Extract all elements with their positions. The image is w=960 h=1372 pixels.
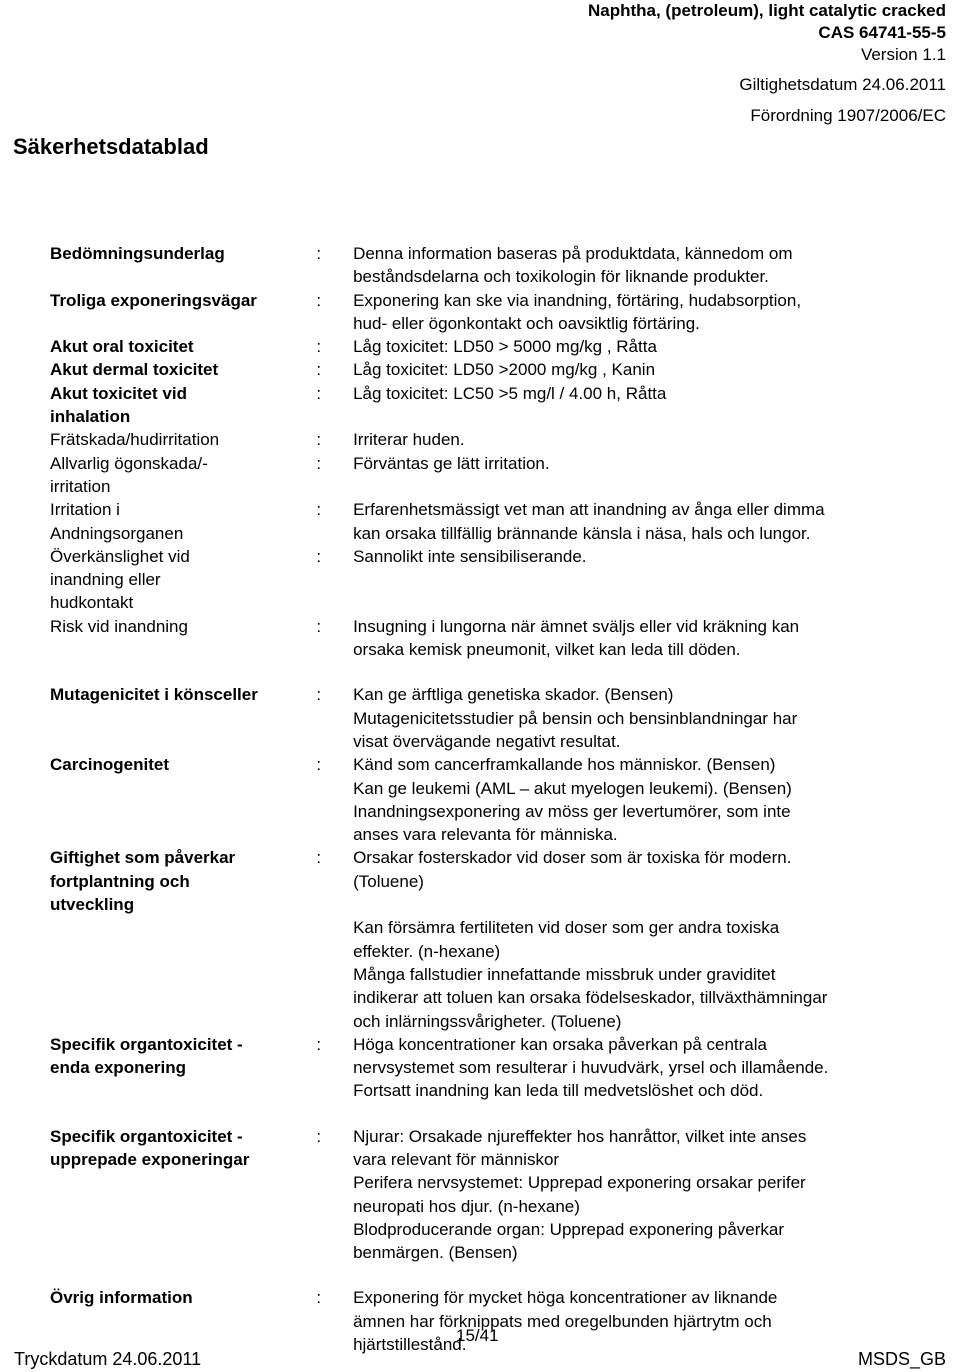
value-line: Fortsatt inandning kan leda till medvetslöshet och död. [353, 1081, 764, 1101]
row-spacer [50, 1264, 930, 1286]
row-colon: : [316, 360, 322, 380]
row-label: Troliga exponeringsvägar [50, 290, 257, 310]
table-row [50, 358, 930, 381]
row-label: Mutagenicitet i könsceller [50, 685, 258, 705]
row-value [353, 1033, 930, 1103]
row-label: Allvarlig ögonskada/- irritation [50, 453, 208, 496]
table-row [50, 498, 930, 545]
row-value [353, 1286, 930, 1356]
row-spacer [50, 1103, 930, 1125]
row-colon: : [316, 755, 322, 775]
table-row [50, 615, 930, 662]
row-colon: : [316, 685, 322, 705]
row-value [353, 545, 930, 615]
value-line: kan orsaka tillfällig brännande känsla i näsa, hals och lungor. [353, 523, 811, 543]
table-row [50, 382, 930, 429]
value-line: Låg toxicitet: LC50 >5 mg/l / 4.00 h, Råtta [353, 383, 667, 403]
value-line: Orsakar fosterskador vid doser som är toxiska för modern. [353, 848, 792, 868]
row-colon: : [316, 1126, 322, 1146]
table-row [50, 1125, 930, 1265]
value-line: Höga koncentrationer kan orsaka påverkan på centrala [353, 1034, 767, 1054]
row-value [353, 683, 930, 753]
value-line: Inandningsexponering av möss ger levertumörer, som inte [353, 801, 791, 821]
table-row [50, 846, 930, 1032]
value-line: hud- eller ögonkontakt och oavsiktlig förtäring. [353, 313, 700, 333]
row-value [353, 242, 930, 289]
document-code: MSDS_GB [857, 1349, 946, 1369]
value-line: Mutagenicitetsstudier på bensin och bensinblandningar har [353, 708, 798, 728]
print-date: Tryckdatum 24.06.2011 [14, 1349, 202, 1369]
toxicology-table [50, 242, 930, 1356]
table-row [50, 1033, 930, 1103]
row-label: Giftighet som påverkar fortplantning och utveckling [50, 848, 236, 915]
value-line: anses vara relevanta för människa. [353, 825, 618, 845]
row-colon: : [316, 453, 322, 473]
version: Version 1.1 [860, 45, 946, 64]
table-row [50, 289, 930, 336]
row-colon: : [316, 244, 322, 263]
row-label: Bedömningsunderlag [50, 244, 225, 263]
value-line: vara relevant för människor [353, 1149, 560, 1169]
row-label: Specifik organtoxicitet - enda exponering [50, 1034, 243, 1078]
row-label: Risk vid inandning [50, 616, 188, 636]
row-colon: : [316, 290, 322, 310]
value-line: benmärgen. (Bensen) [353, 1243, 518, 1263]
value-line: neuropati hos djur. (n-hexane) [353, 1196, 580, 1216]
row-value [353, 846, 930, 1032]
row-label: Övrig information [50, 1288, 193, 1308]
value-line: Kan ge ärftliga genetiska skador. (Bensen) [353, 685, 674, 705]
table-row [50, 753, 930, 846]
row-value [353, 358, 930, 381]
value-line: Sannolikt inte sensibiliserande. [353, 546, 587, 566]
page-number: 15/41 [456, 1326, 499, 1345]
value-line: ämnen har förknippats med oregelbunden hjärtrytm och [353, 1311, 772, 1331]
row-colon: : [316, 383, 322, 403]
row-colon: : [316, 500, 322, 520]
row-label: Överkänslighet vid inandning eller hudkontakt [50, 546, 190, 613]
row-label: Akut oral toxicitet [50, 337, 194, 357]
row-label: Akut dermal toxicitet [50, 360, 219, 380]
table-row [50, 335, 930, 358]
value-line: Förväntas ge lätt irritation. [353, 453, 550, 473]
table-row [50, 428, 930, 451]
row-colon: : [316, 430, 322, 450]
value-line: Irriterar huden. [353, 430, 465, 450]
value-line: Exponering kan ske via inandning, förtäring, hudabsorption, [353, 290, 802, 310]
row-value [353, 335, 930, 358]
row-label: Frätskada/hudirritation [50, 430, 220, 450]
row-spacer [50, 661, 930, 683]
row-colon: : [316, 1034, 322, 1054]
row-label: Carcinogenitet [50, 755, 170, 775]
cas-number: CAS 64741-55-5 [818, 23, 946, 42]
value-line: nervsystemet som resulterar i huvudvärk, yrsel och illamående. [353, 1058, 829, 1078]
value-line: hjärtstillestånd. [353, 1335, 467, 1355]
validity-date: Giltighetsdatum 24.06.2011 [739, 75, 946, 94]
row-label: Irritation i Andningsorganen [50, 500, 184, 543]
row-value [353, 615, 930, 662]
value-line: och inlärningssvårigheter. (Toluene) [353, 1011, 622, 1031]
value-line: indikerar att toluen kan orsaka födelseskador, tillväxthämningar [353, 988, 828, 1008]
row-colon: : [316, 1288, 322, 1308]
product-name: Naphtha, (petroleum), light catalytic cracked [587, 1, 946, 20]
value-line: Kan försämra fertiliteten vid doser som ger andra toxiska [353, 918, 780, 938]
row-value [353, 289, 930, 336]
value-line: orsaka kemisk pneumonit, vilket kan leda till döden. [353, 640, 741, 660]
row-label: Akut toxicitet vid inhalation [50, 383, 187, 427]
regulation: Förordning 1907/2006/EC [750, 106, 946, 125]
row-value [353, 753, 930, 846]
value-line: effekter. (n-hexane) [353, 941, 501, 961]
value-line [353, 893, 930, 916]
value-line: Insugning i lungorna när ämnet sväljs eller vid kräkning kan [353, 616, 800, 636]
page-title: Säkerhetsdatablad [13, 134, 209, 159]
value-line: Låg toxicitet: LD50 > 5000 mg/kg , Råtta [353, 337, 657, 357]
value-line: Låg toxicitet: LD50 >2000 mg/kg , Kanin [353, 360, 656, 380]
row-colon: : [316, 337, 322, 357]
value-line: Blodproducerande organ: Upprepad exponering påverkar [353, 1219, 785, 1239]
value-line: beståndsdelarna och toxikologin för liknande produkter. [353, 267, 769, 287]
value-line: Många fallstudier innefattande missbruk under graviditet [353, 964, 776, 984]
row-value [353, 498, 930, 545]
value-line: Denna information baseras på produktdata, kännedom om [353, 244, 793, 263]
row-value [353, 382, 930, 429]
document-header [588, 0, 946, 127]
row-colon: : [316, 546, 322, 566]
value-line: Känd som cancerframkallande hos människor. (Bensen) [353, 755, 776, 775]
table-row [50, 242, 930, 289]
table-row [50, 452, 930, 499]
row-value [353, 1125, 930, 1265]
row-label: Specifik organtoxicitet - upprepade exponeringar [50, 1126, 250, 1169]
value-line: Njurar: Orsakade njureffekter hos hanråttor, vilket inte anses [353, 1126, 807, 1146]
row-value [353, 428, 930, 451]
value-line: Exponering för mycket höga koncentrationer av liknande [353, 1288, 778, 1308]
row-colon: : [316, 616, 322, 636]
table-row [50, 683, 930, 753]
value-line: visat övervägande negativt resultat. [353, 731, 621, 751]
value-line: Perifera nervsystemet: Upprepad exponering orsakar perifer [353, 1173, 806, 1193]
table-row [50, 545, 930, 615]
value-line: Erfarenhetsmässigt vet man att inandning av ånga eller dimma [353, 500, 825, 520]
row-colon: : [316, 848, 322, 868]
value-line: (Toluene) [353, 871, 424, 891]
row-value [353, 452, 930, 499]
value-line: Kan ge leukemi (AML – akut myelogen leukemi). (Bensen) [353, 778, 792, 798]
